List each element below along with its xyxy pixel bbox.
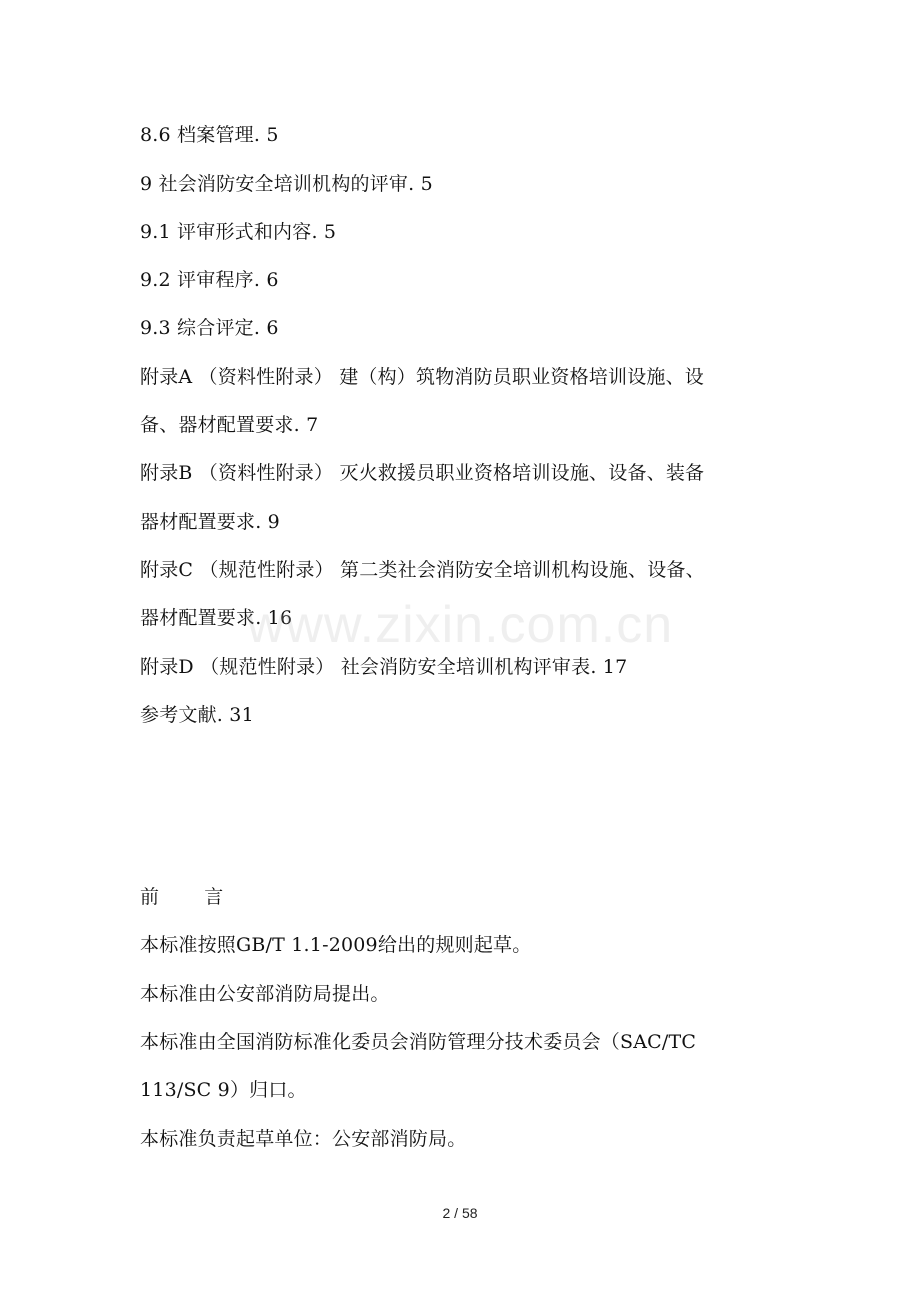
preface-paragraph-2: 本标准由公安部消防局提出。 <box>140 983 390 1005</box>
preface-paragraph-4: 本标准负责起草单位：公安部消防局。 <box>140 1128 467 1150</box>
preface-paragraph-3-cont: 113/SC 9）归口。 <box>140 1079 307 1101</box>
preface-heading-right: 言 <box>204 886 224 908</box>
toc-item-9-1[interactable]: 9.1 评审形式和内容. 5 <box>140 221 337 243</box>
toc-item-references[interactable]: 参考文献. 31 <box>140 704 254 726</box>
toc-item-9[interactable]: 9 社会消防安全培训机构的评审. 5 <box>140 173 433 195</box>
toc-item-9-2[interactable]: 9.2 评审程序. 6 <box>140 269 279 291</box>
preface-paragraph-3: 本标准由全国消防标准化委员会消防管理分技术委员会（SAC/TC <box>140 1031 697 1053</box>
toc-item-appendix-b[interactable]: 附录B （资料性附录） 灭火救援员职业资格培训设施、设备、装备 <box>140 462 705 484</box>
toc-item-appendix-a-cont[interactable]: 备、器材配置要求. 7 <box>140 414 319 436</box>
toc-item-8-6[interactable]: 8.6 档案管理. 5 <box>140 124 279 146</box>
watermark: www.zixin.com.cn <box>246 596 674 654</box>
preface-heading <box>140 885 790 909</box>
page-number: 2 / 58 <box>442 1205 478 1221</box>
toc-item-appendix-c[interactable]: 附录C （规范性附录） 第二类社会消防安全培训机构设施、设备、 <box>140 559 705 581</box>
preface-heading-left: 前 <box>140 886 160 908</box>
preface-paragraph-1: 本标准按照GB/T 1.1-2009给出的规则起草。 <box>140 934 532 956</box>
toc-item-appendix-c-cont[interactable]: 器材配置要求. 16 <box>140 607 293 629</box>
toc-item-appendix-b-cont[interactable]: 器材配置要求. 9 <box>140 511 280 533</box>
toc-item-9-3[interactable]: 9.3 综合评定. 6 <box>140 317 279 339</box>
toc-item-appendix-d[interactable]: 附录D （规范性附录） 社会消防安全培训机构评审表. 17 <box>140 656 628 678</box>
toc-item-appendix-a[interactable]: 附录A （资料性附录） 建（构）筑物消防员职业资格培训设施、设 <box>140 366 705 388</box>
